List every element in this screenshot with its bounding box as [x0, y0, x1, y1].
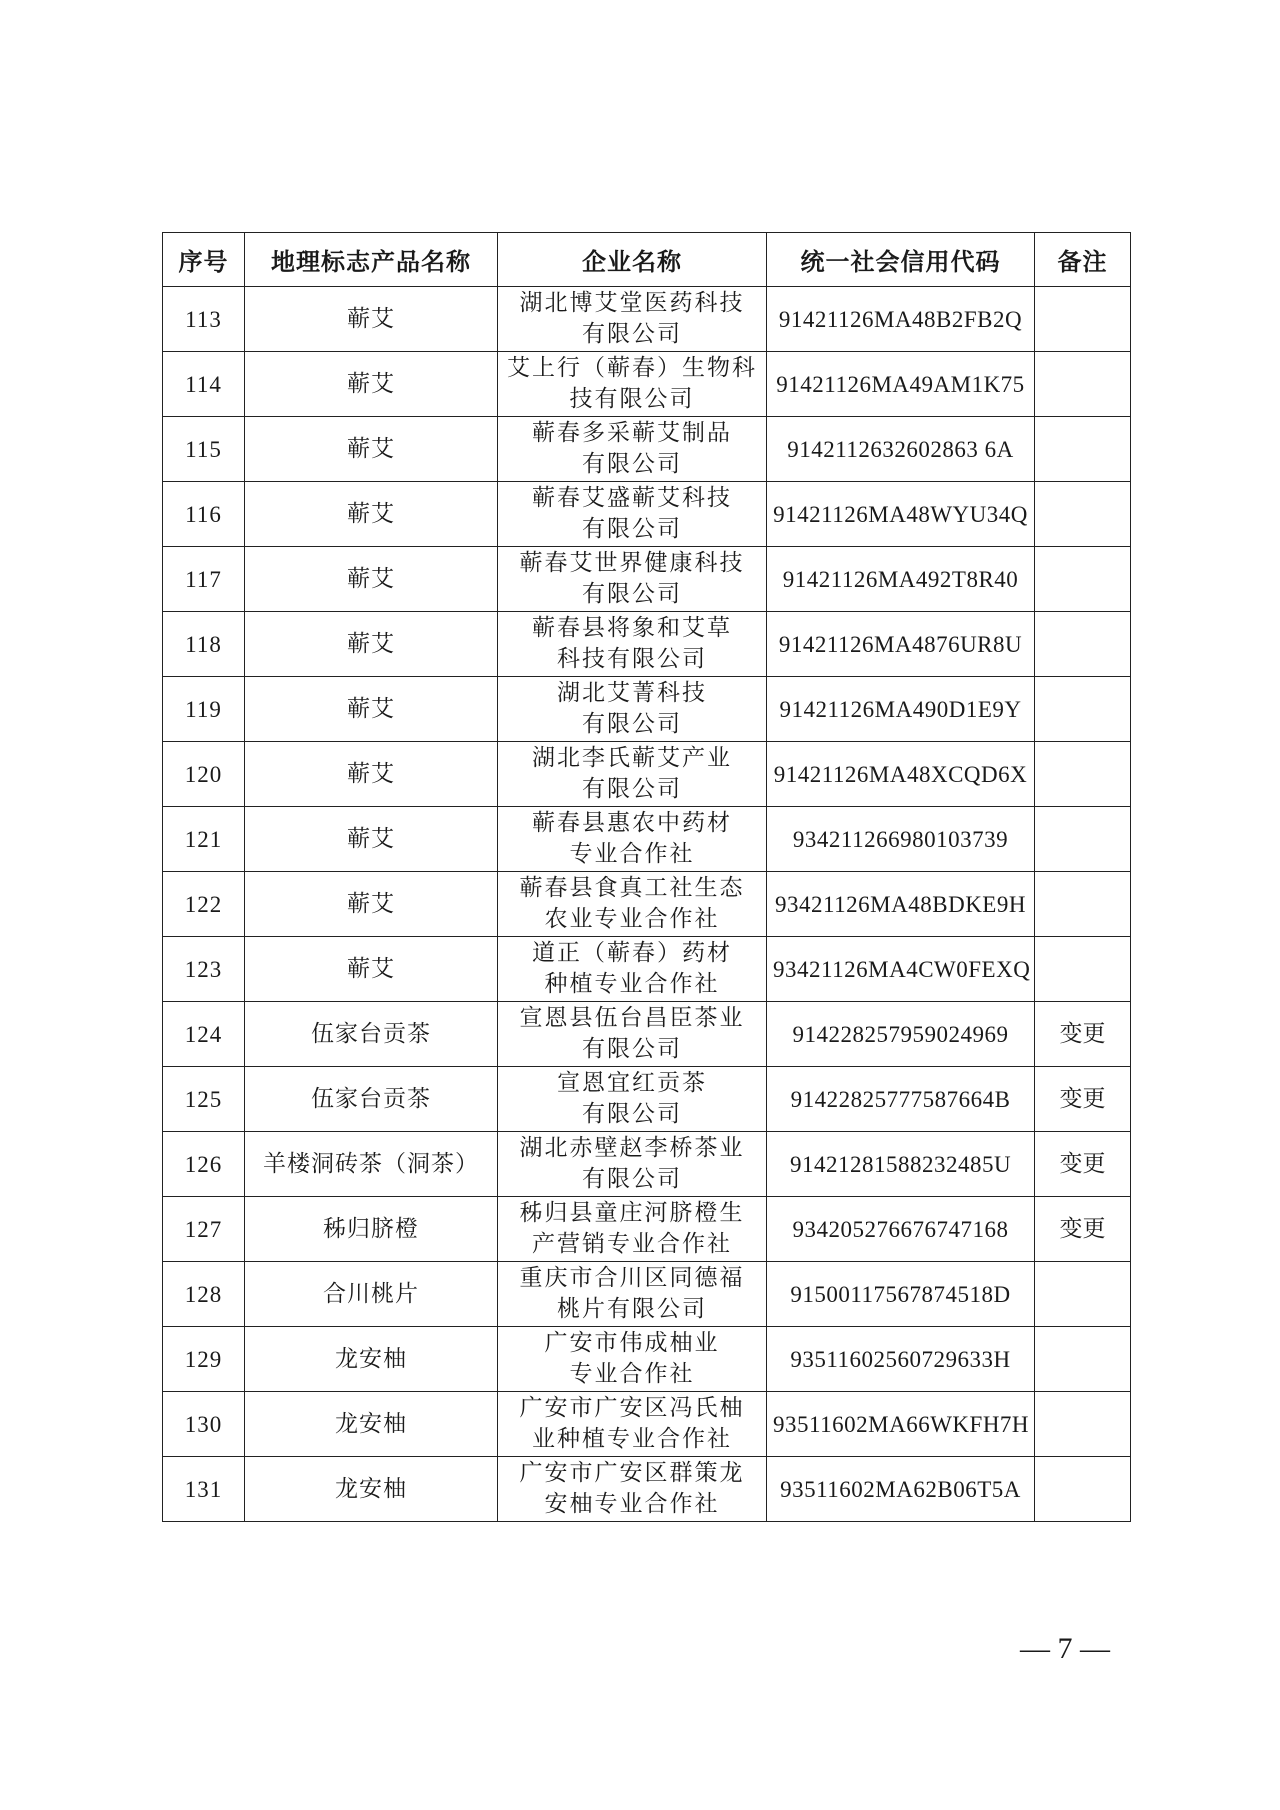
serial-number-cell: 117: [163, 547, 245, 612]
company-name-line: 湖北艾菁科技: [557, 680, 707, 706]
serial-number-cell: 126: [163, 1132, 245, 1197]
product-name-cell: 伍家台贡茶: [245, 1002, 498, 1067]
serial-number-cell: 125: [163, 1067, 245, 1132]
credit-code-cell: 91421281588232485U: [767, 1132, 1035, 1197]
table-row: [163, 1067, 1131, 1132]
company-name-line: 湖北赤壁赵李桥茶业: [519, 1135, 745, 1161]
header-company-name: 企业名称: [498, 233, 767, 287]
remarks-cell: [1035, 1392, 1131, 1457]
company-name-line: 有限公司: [582, 1101, 682, 1127]
company-name-line: 科技有限公司: [557, 646, 707, 672]
company-name-line: 重庆市合川区同德福: [519, 1265, 745, 1291]
table-row: [163, 1197, 1131, 1262]
company-name-line: 有限公司: [582, 1036, 682, 1062]
serial-number-cell: 124: [163, 1002, 245, 1067]
registry-table: [162, 232, 1131, 1522]
company-name-cell: [498, 937, 767, 1002]
product-name-cell: 蕲艾: [245, 547, 498, 612]
credit-code-cell: 91500117567874518D: [767, 1262, 1035, 1327]
remarks-cell: 变更: [1035, 1067, 1131, 1132]
remarks-cell: [1035, 352, 1131, 417]
credit-code-cell: 91421126MA490D1E9Y: [767, 677, 1035, 742]
serial-number-cell: 115: [163, 417, 245, 482]
serial-number-cell: 114: [163, 352, 245, 417]
table-row: [163, 807, 1131, 872]
product-name-cell: 龙安柚: [245, 1457, 498, 1522]
company-name-line: 有限公司: [582, 776, 682, 802]
header-remarks: 备注: [1035, 233, 1131, 287]
credit-code-cell: 934211266980103739: [767, 807, 1035, 872]
credit-code-cell: 93511602560729633H: [767, 1327, 1035, 1392]
product-name-cell: 秭归脐橙: [245, 1197, 498, 1262]
company-name-cell: [498, 742, 767, 807]
company-name-line: 道正（蕲春）药材: [532, 940, 732, 966]
product-name-cell: 羊楼洞砖茶（洞茶）: [245, 1132, 498, 1197]
product-name-cell: 蕲艾: [245, 937, 498, 1002]
remarks-cell: [1035, 1457, 1131, 1522]
remarks-cell: [1035, 547, 1131, 612]
company-name-cell: [498, 482, 767, 547]
company-name-line: 有限公司: [582, 451, 682, 477]
credit-code-cell: 91421126MA4876UR8U: [767, 612, 1035, 677]
credit-code-cell: 91421126MA48XCQD6X: [767, 742, 1035, 807]
company-name-cell: [498, 547, 767, 612]
company-name-line: 蕲春县惠农中药材: [532, 810, 732, 836]
company-name-line: 桃片有限公司: [557, 1296, 707, 1322]
company-name-line: 广安市伟成柚业: [544, 1330, 720, 1356]
remarks-cell: [1035, 742, 1131, 807]
company-name-line: 有限公司: [582, 581, 682, 607]
credit-code-cell: 914228257959024969: [767, 1002, 1035, 1067]
company-name-line: 宣恩宜红贡茶: [557, 1070, 707, 1096]
company-name-cell: [498, 287, 767, 352]
serial-number-cell: 131: [163, 1457, 245, 1522]
company-name-line: 有限公司: [582, 516, 682, 542]
serial-number-cell: 113: [163, 287, 245, 352]
company-name-cell: [498, 352, 767, 417]
company-name-line: 秭归县童庄河脐橙生: [519, 1200, 745, 1226]
serial-number-cell: 116: [163, 482, 245, 547]
credit-code-cell: 91421126MA48B2FB2Q: [767, 287, 1035, 352]
company-name-cell: [498, 1392, 767, 1457]
credit-code-cell: 91422825777587664B: [767, 1067, 1035, 1132]
company-name-line: 专业合作社: [569, 841, 695, 867]
table-row: [163, 612, 1131, 677]
serial-number-cell: 121: [163, 807, 245, 872]
company-name-cell: [498, 612, 767, 677]
header-credit-code: 统一社会信用代码: [767, 233, 1035, 287]
page-number-dash-left: —: [1020, 1632, 1050, 1665]
table-row: [163, 677, 1131, 742]
company-name-line: 蕲春艾世界健康科技: [519, 550, 745, 576]
company-name-line: 技有限公司: [569, 386, 695, 412]
page-number-dash-right: —: [1080, 1632, 1110, 1665]
company-name-line: 蕲春县食真工社生态: [519, 875, 745, 901]
product-name-cell: 蕲艾: [245, 352, 498, 417]
serial-number-cell: 122: [163, 872, 245, 937]
table-row: [163, 1327, 1131, 1392]
remarks-cell: [1035, 287, 1131, 352]
table-row: [163, 937, 1131, 1002]
company-name-line: 有限公司: [582, 1166, 682, 1192]
product-name-cell: 蕲艾: [245, 287, 498, 352]
company-name-cell: [498, 1457, 767, 1522]
remarks-cell: [1035, 937, 1131, 1002]
product-name-cell: 蕲艾: [245, 742, 498, 807]
credit-code-cell: 93421126MA48BDKE9H: [767, 872, 1035, 937]
page-number-footer: [1010, 1632, 1120, 1666]
table-row: [163, 1392, 1131, 1457]
remarks-cell: [1035, 1262, 1131, 1327]
product-name-cell: 蕲艾: [245, 417, 498, 482]
company-name-line: 湖北博艾堂医药科技: [519, 290, 745, 316]
serial-number-cell: 119: [163, 677, 245, 742]
company-name-line: 湖北李氏蕲艾产业: [532, 745, 732, 771]
company-name-line: 业种植专业合作社: [532, 1426, 732, 1452]
company-name-line: 蕲春多采蕲艾制品: [532, 420, 732, 446]
company-name-line: 宣恩县伍台昌臣茶业: [519, 1005, 745, 1031]
header-serial-number: 序号: [163, 233, 245, 287]
remarks-cell: [1035, 807, 1131, 872]
remarks-cell: [1035, 482, 1131, 547]
company-name-line: 有限公司: [582, 711, 682, 737]
company-name-line: 广安市广安区冯氏柚: [519, 1395, 745, 1421]
serial-number-cell: 127: [163, 1197, 245, 1262]
remarks-cell: 变更: [1035, 1132, 1131, 1197]
company-name-cell: [498, 807, 767, 872]
remarks-cell: 变更: [1035, 1197, 1131, 1262]
product-name-cell: 蕲艾: [245, 872, 498, 937]
table-row: [163, 1002, 1131, 1067]
page-number: 7: [1057, 1632, 1073, 1665]
serial-number-cell: 129: [163, 1327, 245, 1392]
credit-code-cell: 91421126MA48WYU34Q: [767, 482, 1035, 547]
product-name-cell: 蕲艾: [245, 612, 498, 677]
product-name-cell: 蕲艾: [245, 482, 498, 547]
company-name-cell: [498, 1327, 767, 1392]
remarks-cell: [1035, 677, 1131, 742]
company-name-cell: [498, 1197, 767, 1262]
table-row: [163, 482, 1131, 547]
table-row: [163, 1457, 1131, 1522]
product-name-cell: 伍家台贡茶: [245, 1067, 498, 1132]
table-row: [163, 547, 1131, 612]
company-name-cell: [498, 872, 767, 937]
table-header-row: [163, 233, 1131, 287]
table-row: [163, 417, 1131, 482]
product-name-cell: 龙安柚: [245, 1327, 498, 1392]
company-name-cell: [498, 1132, 767, 1197]
table-body: [163, 287, 1131, 1522]
table-row: [163, 287, 1131, 352]
company-name-cell: [498, 1262, 767, 1327]
remarks-cell: [1035, 872, 1131, 937]
credit-code-cell: 93421126MA4CW0FEXQ: [767, 937, 1035, 1002]
header-product-name: 地理标志产品名称: [245, 233, 498, 287]
company-name-line: 广安市广安区群策龙: [519, 1460, 745, 1486]
company-name-line: 安柚专业合作社: [544, 1491, 720, 1517]
remarks-cell: [1035, 612, 1131, 677]
company-name-cell: [498, 677, 767, 742]
table-row: [163, 1132, 1131, 1197]
serial-number-cell: 120: [163, 742, 245, 807]
company-name-cell: [498, 1002, 767, 1067]
remarks-cell: [1035, 417, 1131, 482]
company-name-line: 产营销专业合作社: [532, 1231, 732, 1257]
credit-code-cell: 9142112632602863 6A: [767, 417, 1035, 482]
credit-code-cell: 91421126MA492T8R40: [767, 547, 1035, 612]
remarks-cell: 变更: [1035, 1002, 1131, 1067]
table-row: [163, 872, 1131, 937]
company-name-line: 专业合作社: [569, 1361, 695, 1387]
table-row: [163, 352, 1131, 417]
credit-code-cell: 91421126MA49AM1K75: [767, 352, 1035, 417]
company-name-line: 有限公司: [582, 321, 682, 347]
company-name-cell: [498, 417, 767, 482]
credit-code-cell: 93511602MA66WKFH7H: [767, 1392, 1035, 1457]
product-name-cell: 蕲艾: [245, 807, 498, 872]
company-name-line: 艾上行（蕲春）生物科: [507, 355, 757, 381]
product-name-cell: 合川桃片: [245, 1262, 498, 1327]
company-name-line: 种植专业合作社: [544, 971, 720, 997]
table-row: [163, 742, 1131, 807]
table-row: [163, 1262, 1131, 1327]
company-name-line: 农业专业合作社: [544, 906, 720, 932]
company-name-line: 蕲春县将象和艾草: [532, 615, 732, 641]
product-name-cell: 龙安柚: [245, 1392, 498, 1457]
credit-code-cell: 934205276676747168: [767, 1197, 1035, 1262]
serial-number-cell: 123: [163, 937, 245, 1002]
serial-number-cell: 118: [163, 612, 245, 677]
product-name-cell: 蕲艾: [245, 677, 498, 742]
serial-number-cell: 128: [163, 1262, 245, 1327]
company-name-line: 蕲春艾盛蕲艾科技: [532, 485, 732, 511]
credit-code-cell: 93511602MA62B06T5A: [767, 1457, 1035, 1522]
company-name-cell: [498, 1067, 767, 1132]
serial-number-cell: 130: [163, 1392, 245, 1457]
remarks-cell: [1035, 1327, 1131, 1392]
